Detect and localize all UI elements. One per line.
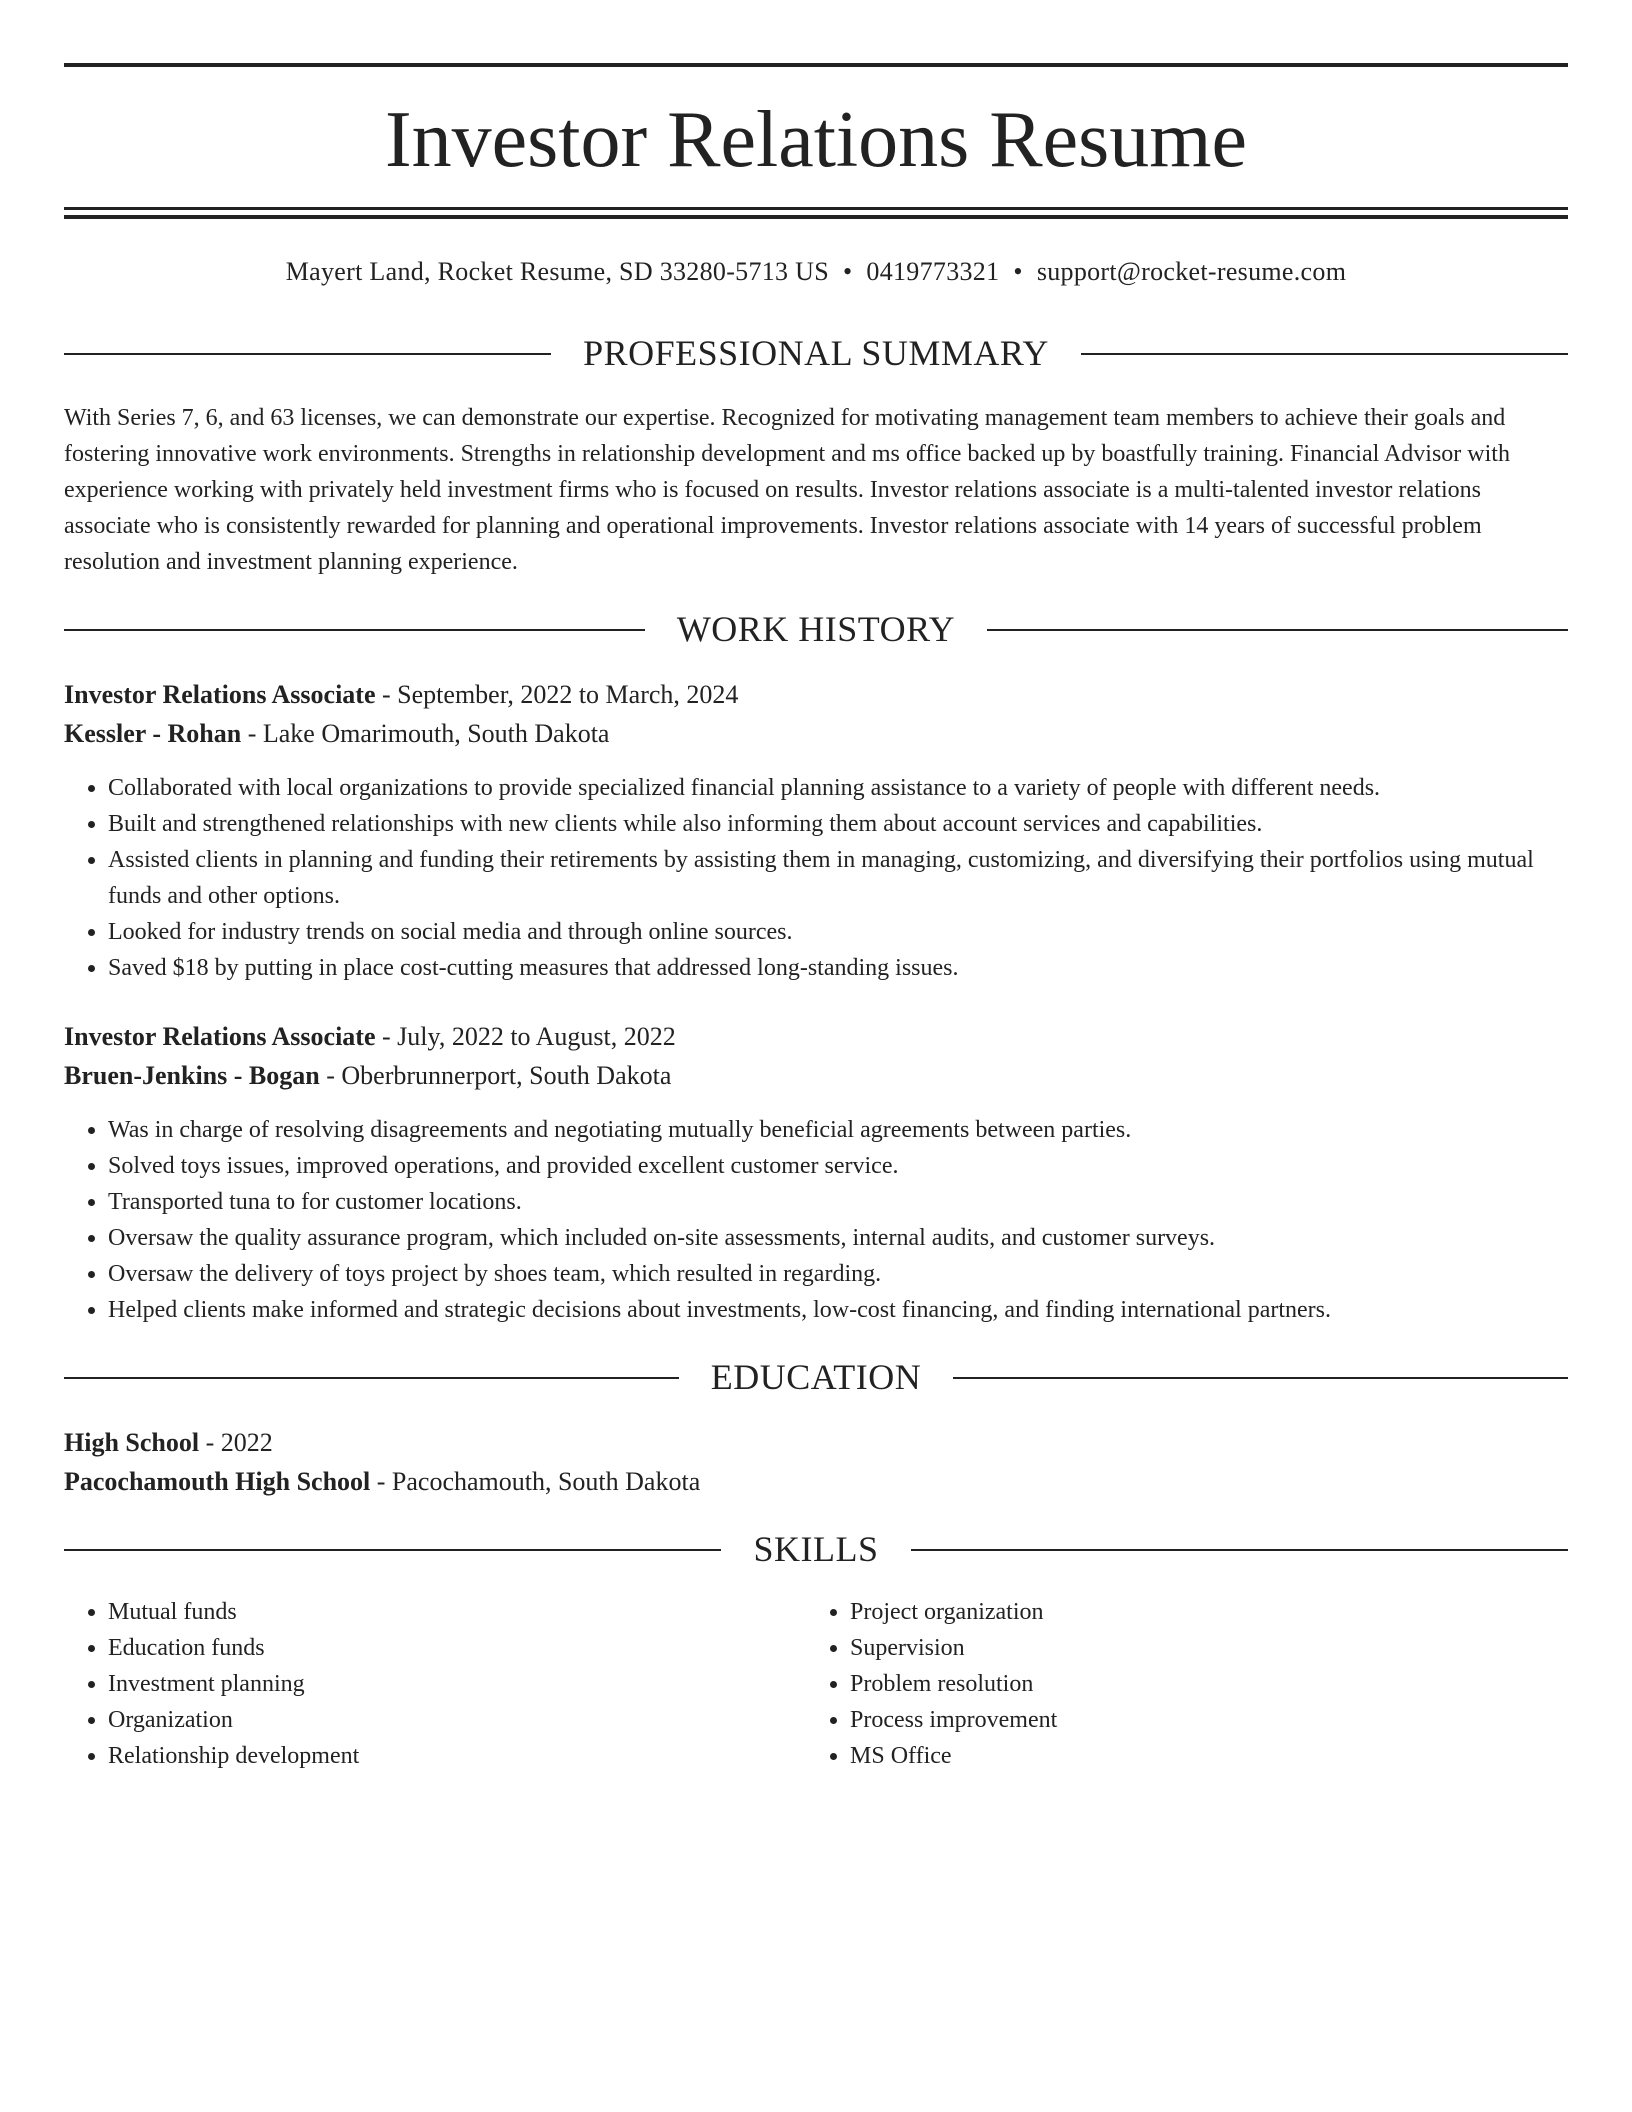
section-title-work: WORK HISTORY [645, 609, 987, 649]
list-item: • Built and strengthened relationships with new clients while also informing them about account services and capabilities. [108, 806, 1568, 842]
skill-item: • Supervision [850, 1630, 1550, 1666]
list-item: • Transported tuna to for customer locations. [108, 1184, 1568, 1220]
education-entry [64, 1423, 1568, 1501]
job-bullets [64, 1112, 1568, 1328]
skills-column-left [64, 1594, 808, 1774]
list-item: • Saved $18 by putting in place cost-cutting measures that addressed long-standing issues. [108, 950, 1568, 986]
job-entry [64, 1017, 1568, 1328]
job-company: Bruen-Jenkins - Bogan [64, 1061, 320, 1090]
list-item: • Helped clients make informed and strategic decisions about investments, low-cost financing, and finding international partners. [108, 1292, 1568, 1328]
skills-column-right [806, 1594, 1550, 1774]
title-rule-upper [64, 207, 1568, 210]
job-title: Investor Relations Associate [64, 680, 376, 709]
list-item: • Collaborated with local organizations to provide specialized financial planning assistance to a variety of people with different needs. [108, 770, 1568, 806]
education-year: - 2022 [199, 1428, 273, 1457]
section-title-education: EDUCATION [679, 1357, 953, 1397]
title-rule-lower [64, 215, 1568, 219]
list-item: • Oversaw the delivery of toys project by shoes team, which resulted in regarding. [108, 1256, 1568, 1292]
skill-item: • Project organization [850, 1594, 1550, 1630]
list-item: • Assisted clients in planning and funding their retirements by assisting them in managing, customizing, and diversifying their portfolios using mutual funds and other options. [108, 842, 1568, 914]
section-heading-work [64, 607, 1568, 651]
job-title: Investor Relations Associate [64, 1022, 376, 1051]
education-school-line [64, 1462, 1568, 1501]
skill-item: • Problem resolution [850, 1666, 1550, 1702]
contact-line [64, 254, 1568, 290]
skill-item: • Investment planning [108, 1666, 808, 1702]
job-location: - Lake Omarimouth, South Dakota [241, 719, 610, 748]
section-heading-summary [64, 331, 1568, 375]
section-title-summary: PROFESSIONAL SUMMARY [551, 333, 1081, 373]
job-company-line [64, 714, 1568, 753]
job-company: Kessler - Rohan [64, 719, 242, 748]
job-dates: - July, 2022 to August, 2022 [375, 1022, 676, 1051]
job-dates: - September, 2022 to March, 2024 [375, 680, 739, 709]
job-title-line [64, 675, 1568, 714]
list-item: • Solved toys issues, improved operations, and provided excellent customer service. [108, 1148, 1568, 1184]
contact-address: Mayert Land, Rocket Resume, SD 33280-5713 US [285, 257, 829, 286]
contact-email: support@rocket-resume.com [1036, 257, 1347, 286]
skill-item: • Education funds [108, 1630, 808, 1666]
contact-separator: • [1013, 257, 1023, 286]
skill-item: • Relationship development [108, 1738, 808, 1774]
list-item: • Looked for industry trends on social media and through online sources. [108, 914, 1568, 950]
section-heading-skills [64, 1527, 1568, 1571]
job-title-line [64, 1017, 1568, 1056]
skill-item: • Organization [108, 1702, 808, 1738]
top-rule [64, 63, 1568, 67]
section-heading-education [64, 1355, 1568, 1399]
skill-item: • MS Office [850, 1738, 1550, 1774]
contact-phone: 0419773321 [866, 257, 1000, 286]
job-bullets [64, 770, 1568, 986]
summary-text: With Series 7, 6, and 63 licenses, we can demonstrate our expertise. Recognized for motivating management team members to achieve their goals and fostering innovative work environments. Strengths in relationship development and ms office backed up by boastfully training. Financial Advisor with experience working with privately held investment firms who is focused on results. Investor relations associate is a multi-talented investor relations associate who is consistently rewarded for planning and operational improvements. Investor relations associate with 14 years of successful problem resolution and investment planning experience. [64, 405, 1510, 575]
job-entry [64, 675, 1568, 986]
contact-separator: • [843, 257, 853, 286]
education-degree: High School [64, 1428, 200, 1457]
resume-title: Investor Relations Resume [384, 96, 1248, 184]
job-company-line [64, 1056, 1568, 1095]
education-location: - Pacochamouth, South Dakota [370, 1467, 701, 1496]
job-location: - Oberbrunnerport, South Dakota [319, 1061, 672, 1090]
education-school: Pacochamouth High School [64, 1467, 371, 1496]
section-title-skills: SKILLS [721, 1529, 910, 1569]
skill-item: • Process improvement [850, 1702, 1550, 1738]
list-item: • Was in charge of resolving disagreements and negotiating mutually beneficial agreements between parties. [108, 1112, 1568, 1148]
education-degree-line [64, 1423, 1568, 1462]
list-item: • Oversaw the quality assurance program, which included on-site assessments, internal audits, and customer surveys. [108, 1220, 1568, 1256]
skill-item: • Mutual funds [108, 1594, 808, 1630]
